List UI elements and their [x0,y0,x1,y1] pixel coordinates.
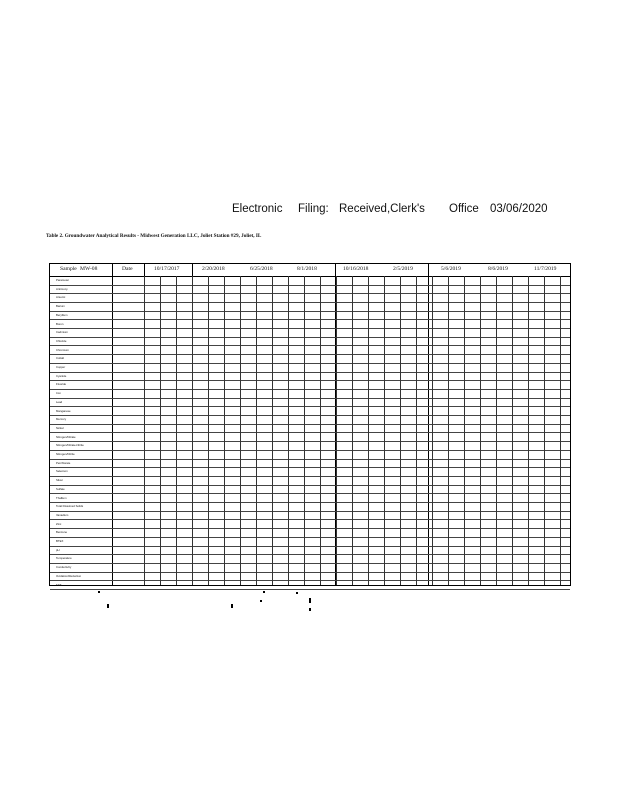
cell-divider [160,276,161,585]
parameter-label: Sulfate [56,486,65,491]
electronic-filing-stamp [232,203,592,219]
parameter-label: Fluoride [56,382,67,387]
parameter-label: Zinc [56,521,62,526]
date-header: 8/1/2018 [297,266,317,272]
parameter-label: Temperature [56,556,72,561]
cell-divider [224,276,225,585]
cell-divider [352,276,353,585]
date-header: 5/6/2019 [441,266,461,272]
parameter-label: Iron [56,391,61,396]
cell-divider [272,276,273,585]
cell-divider [192,276,193,585]
cell-divider [288,276,289,585]
date-header: 2/20/2018 [202,266,225,272]
parameter-label: Antimony [56,286,68,291]
cell-divider [304,276,305,585]
scan-speck [260,600,262,602]
parameter-label: Nitrogen/Nitrite [56,452,75,456]
cell-divider [368,276,369,585]
parameter-label: Conductivity [56,565,72,570]
scan-speck [309,598,311,603]
parameter-label: Cadmium [56,330,68,335]
cell-divider [208,276,209,585]
parameter-label: Benzene [56,530,68,535]
stamp-word-received: Received,Clerk's [339,203,425,215]
scan-speck [231,604,233,608]
stamp-word-filing: Filing: [298,203,329,215]
stamp-word-electronic: Electronic [232,203,283,215]
parameter-label: Barium [56,304,65,309]
parameter-label: Arsenic [56,295,66,300]
cell-divider [320,276,321,585]
cell-divider [176,276,177,585]
cell-divider [560,276,561,585]
parameter-label: Oxidation/Reduction [56,573,82,578]
sample-id: MW-08 [80,266,98,272]
date-header: 10/16/2018 [343,266,369,272]
scan-speck [296,592,298,594]
parameter-label: Perchlorate [56,460,71,465]
cell-divider [496,276,497,585]
sample-label: Sample [60,266,77,272]
table-caption: Table 2. Groundwater Analytical Results - Midwest Generation LLC, Joliet Station #29, Joliet, IL [46,233,262,239]
parameter-label: Lead [56,399,63,404]
cell-divider [448,276,449,585]
date-label: Date [122,266,133,272]
parameter-label: Cobalt [56,356,65,361]
stamp-word-office: Office [449,203,479,215]
cell-divider [528,276,529,585]
cell-divider [480,276,481,585]
date-header: 6/25/2018 [250,266,273,272]
date-header: 10/17/2017 [154,266,180,272]
cell-divider [144,276,145,585]
parameter-label: Mercury [56,417,67,422]
scan-speck [263,591,265,593]
cell-divider [240,276,241,585]
analytical-results-table [49,263,571,586]
parameter-label: Nitrogen/Nitrate-Nitrite [56,443,84,448]
parameter-label: Silver [56,478,63,483]
parameter-label: Thallium [56,495,67,500]
parameter-label: Nickel [56,425,64,430]
date-header: 8/6/2019 [488,266,508,272]
parameter-label: pH [56,547,60,552]
cell-divider [384,276,385,585]
cell-divider [400,276,401,585]
stamp-date: 03/06/2020 [490,203,548,215]
cell-divider [416,276,417,585]
parameter-label: Parameter [56,278,70,282]
scan-speck [107,604,109,608]
parameter-label: Manganese [56,408,71,413]
date-header: 11/7/2019 [534,266,557,272]
cell-divider [432,276,433,585]
parameter-label: Chloride [56,338,67,343]
parameter-label: Total Dissolved Solids [56,504,84,509]
scan-speck [98,591,100,593]
parameter-label: Cyanide [56,373,67,378]
parameter-label: BTEX [56,539,64,543]
parameter-label: Boron [56,321,64,326]
cell-divider [544,276,545,585]
cell-divider [512,276,513,585]
cell-divider [256,276,257,585]
scan-artifacts [95,588,325,612]
date-header: 2/5/2019 [393,266,413,272]
cell-divider [464,276,465,585]
parameter-label: Nitrogen/Nitrate [56,434,76,439]
cell-divider [336,276,337,585]
parameter-label: TDS [56,582,62,587]
parameter-label: Vanadium [56,512,69,517]
parameter-label: Chromium [56,347,69,352]
parameter-label: Beryllium [56,312,68,317]
scan-speck [309,608,311,611]
parameter-label: Copper [56,365,66,369]
parameter-label: Selenium [56,469,68,474]
